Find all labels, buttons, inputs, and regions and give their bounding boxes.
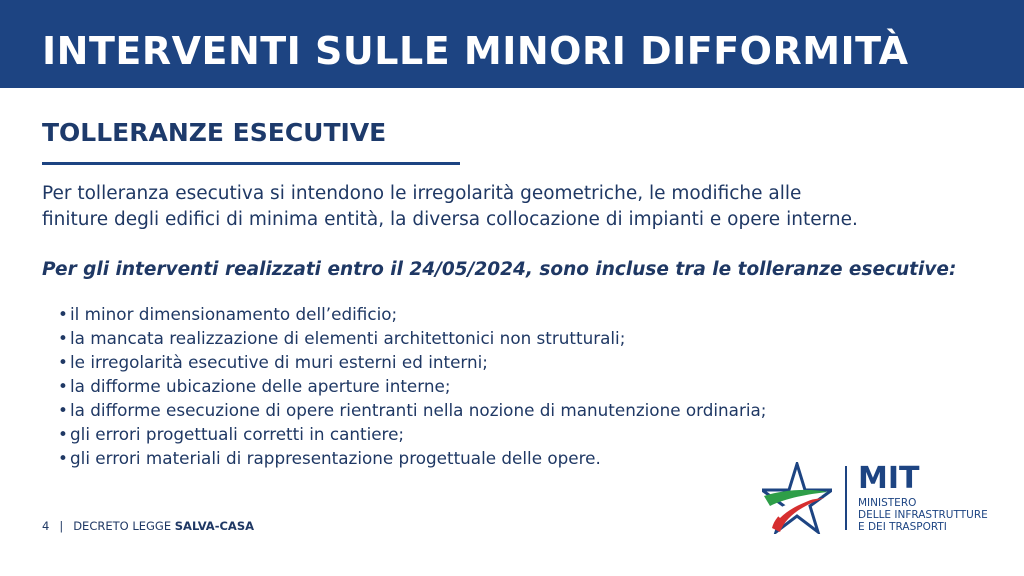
bullet-icon: • <box>58 376 68 396</box>
page-title: INTERVENTI SULLE MINORI DIFFORMITÀ <box>42 29 909 73</box>
logo-acronym: MIT <box>858 461 920 496</box>
footer-prefix: DECRETO LEGGE <box>73 519 172 533</box>
bullet-icon: • <box>58 424 68 444</box>
ministry-name: MINISTERO DELLE INFRASTRUTTURE E DEI TRASPORTI <box>858 497 988 533</box>
footer <box>42 518 254 534</box>
mit-star-logo-icon <box>762 462 832 534</box>
bullet-icon: • <box>58 352 68 372</box>
tolerance-list <box>58 302 766 470</box>
intro-line-1: Per tolleranza esecutiva si intendono le irregolarità geometriche, le modifiche alle <box>42 183 802 204</box>
title-bar <box>0 0 1024 88</box>
footer-decree-name: SALVA-CASA <box>174 519 255 533</box>
list-item: • gli errori progettuali corretti in cantiere; <box>58 424 405 444</box>
section-underline <box>42 162 460 165</box>
section-title: TOLLERANZE ESECUTIVE <box>42 118 387 147</box>
list-item: • il minor dimensionamento dell’edificio; <box>58 304 398 324</box>
page-number: 4 <box>42 519 50 533</box>
list-item: • gli errori materiali di rappresentazione progettuale delle opere. <box>58 448 601 468</box>
list-item: • la mancata realizzazione di elementi architettonici non strutturali; <box>58 328 626 348</box>
footer-separator: | <box>59 519 64 533</box>
logo-divider <box>845 466 847 530</box>
intro-line-2: finiture degli edifici di minima entità, la diversa collocazione di impianti e opere interne. <box>42 209 858 230</box>
bullet-icon: • <box>58 448 68 468</box>
list-item: • le irregolarità esecutive di muri esterni ed interni; <box>58 352 488 372</box>
list-item: • la difforme esecuzione di opere rientranti nella nozione di manutenzione ordinaria; <box>58 400 767 420</box>
bullet-icon: • <box>58 400 68 420</box>
intro-paragraph <box>42 181 1002 233</box>
bullet-icon: • <box>58 304 68 324</box>
bullet-icon: • <box>58 328 68 348</box>
list-item: • la difforme ubicazione delle aperture interne; <box>58 376 451 396</box>
emphasis-statement: Per gli interventi realizzati entro il 24/05/2024, sono incluse tra le tolleranze esecutive: <box>42 259 957 280</box>
